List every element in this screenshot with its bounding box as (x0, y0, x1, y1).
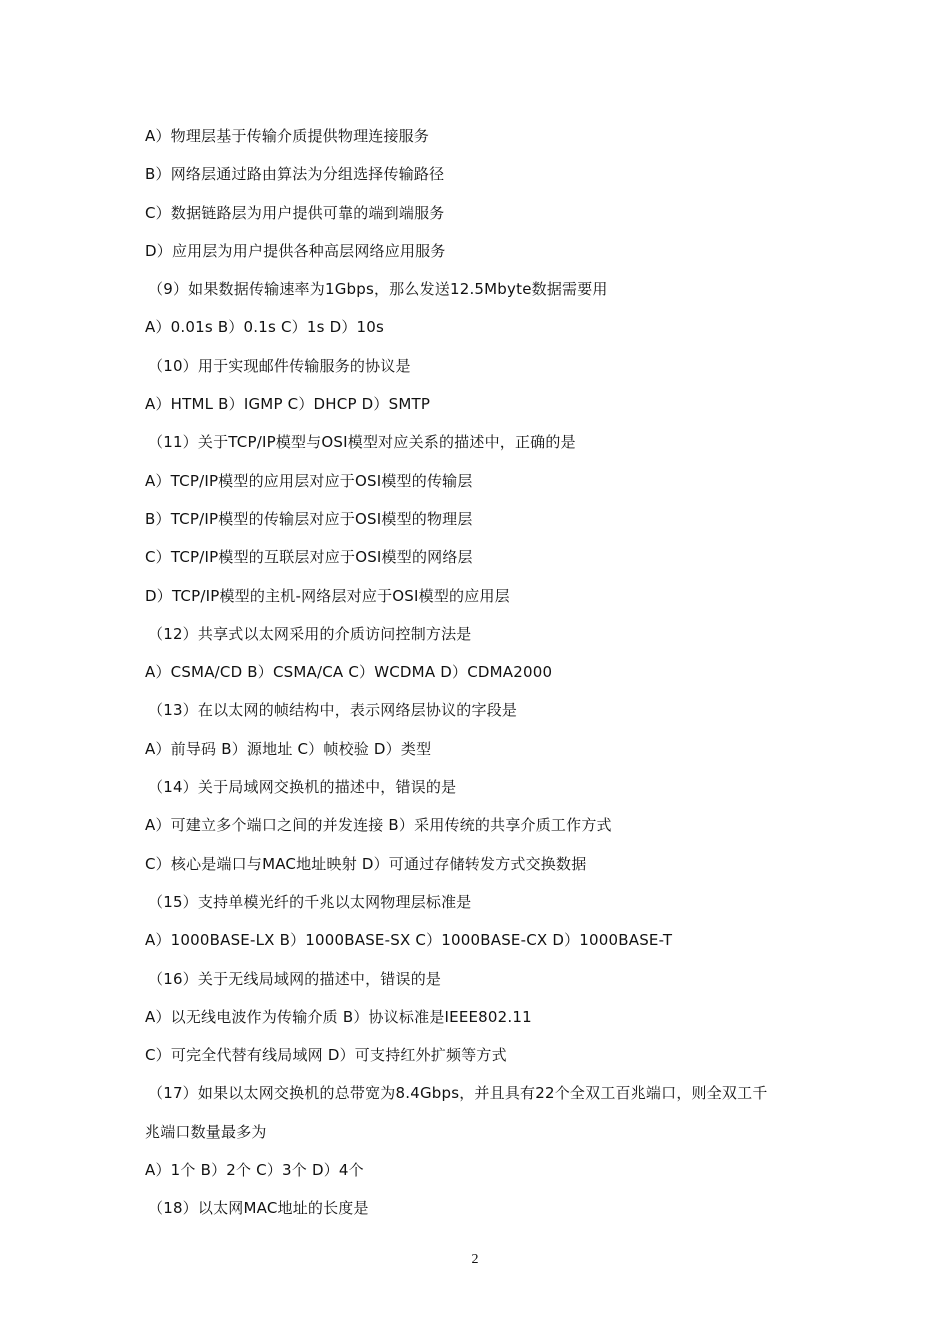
document-body (145, 117, 845, 1228)
question-line: （12）共享式以太网采用的介质访问控制方法是 (148, 624, 472, 643)
option-line: D）应用层为用户提供各种高层网络应用服务 (145, 241, 446, 260)
option-line: A）1000BASE-LX B）1000BASE-SX C）1000BASE-CX D）1000BASE-T (145, 931, 673, 950)
question-line: （16）关于无线局域网的描述中，错误的是 (148, 969, 442, 988)
option-line: B）网络层通过路由算法为分组选择传输路径 (145, 165, 445, 184)
option-line: C）可完全代替有线局域网 D）可支持红外扩频等方式 (145, 1046, 507, 1065)
question-line: （18）以太网MAC地址的长度是 (148, 1199, 369, 1218)
question-line: （17）如果以太网交换机的总带宽为8.4Gbps，并且具有22个全双工百兆端口，则全双工千 (148, 1084, 768, 1103)
option-line: C）TCP/IP模型的互联层对应于OSI模型的网络层 (145, 548, 473, 567)
question-line: （15）支持单模光纤的千兆以太网物理层标准是 (148, 892, 472, 911)
option-line: A）TCP/IP模型的应用层对应于OSI模型的传输层 (145, 471, 473, 490)
question-line: （10）用于实现邮件传输服务的协议是 (148, 356, 411, 375)
option-line: D）TCP/IP模型的主机-网络层对应于OSI模型的应用层 (145, 586, 510, 605)
option-line: A）以无线电波作为传输介质 B）协议标准是IEEE802.11 (145, 1007, 532, 1026)
page-number: 2 (471, 1252, 479, 1267)
option-line: B）TCP/IP模型的传输层对应于OSI模型的物理层 (145, 509, 473, 528)
option-line: A）HTML B）IGMP C）DHCP D）SMTP (145, 395, 431, 414)
question-line: （14）关于局域网交换机的描述中，错误的是 (148, 778, 457, 797)
question-continuation-line: 兆端口数量最多为 (145, 1122, 267, 1141)
option-line: A）物理层基于传输介质提供物理连接服务 (145, 127, 430, 145)
option-line: C）核心是端口与MAC地址映射 D）可通过存储转发方式交换数据 (145, 854, 587, 873)
option-line: A）可建立多个端口之间的并发连接 B）采用传统的共享介质工作方式 (145, 816, 612, 835)
option-line: C）数据链路层为用户提供可靠的端到端服务 (145, 203, 445, 222)
option-line: A）前导码 B）源地址 C）帧校验 D）类型 (145, 739, 432, 758)
question-line: （9）如果数据传输速率为1Gbps，那么发送12.5Mbyte数据需要用 (148, 280, 608, 299)
option-line: A）0.01s B）0.1s C）1s D）10s (145, 318, 385, 337)
option-line: A）CSMA/CD B）CSMA/CA C）WCDMA D）CDMA2000 (145, 663, 553, 682)
question-line: （11）关于TCP/IP模型与OSI模型对应关系的描述中，正确的是 (148, 433, 576, 452)
question-line: （13）在以太网的帧结构中，表示网络层协议的字段是 (148, 701, 518, 720)
option-line: A）1个 B）2个 C）3个 D）4个 (145, 1161, 364, 1180)
